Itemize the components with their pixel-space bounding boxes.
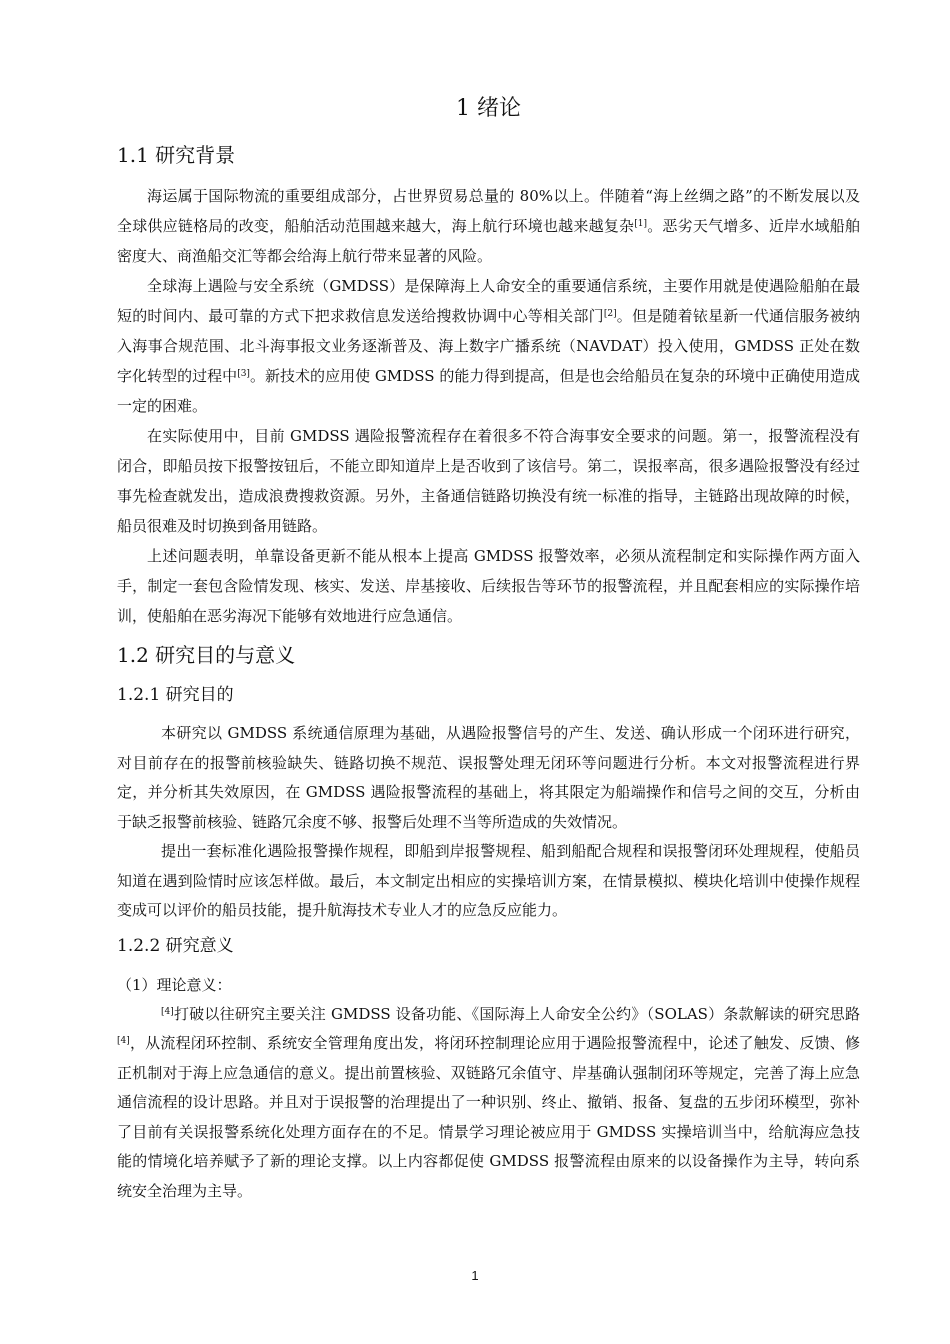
citation-ref: [4] (161, 1006, 174, 1017)
text-run: ，从流程闭环控制、系统安全管理角度出发，将闭环控制理论应用于遇险报警流程中，论述了触发、反馈、修正机制对于海上应急通信的意义。提出前置核验、双链路冗余值守、岸基确认强制闭环等规定，完善了海上应急通信流程的设计思路。并且对于误报警的治理提出了一种识别、终止、撤销、报备、复盘的五步闭环模型，弥补了目前有关误报警系统化处理方面存在的不足。情景学习理论被应用于 GMDSS 实操培训当中，给航海应急技能的情境化培养赋予了新的理论支撑。以上内容都促使 GMDSS 报警流程由原来的以设备操作为主导，转向系统安全治理为主导。 (117, 1034, 860, 1200)
paragraph-background-2 (117, 271, 860, 421)
chapter-title: 1 绪论 (456, 96, 521, 121)
text-run: 。新技术的应用使 GMDSS 的能力得到提高，但是也会给船员在复杂的环境中正确使用造成一定的困难。 (117, 367, 860, 415)
list-item-label: （1）理论意义： (117, 975, 232, 994)
citation-ref: [2] (603, 309, 617, 319)
text-run: 。恶劣天气增多、近岸水域船舶密度大、商渔船交汇等都会给海上航行带来显著的风险。 (117, 217, 860, 265)
text-run: 海运属于国际物流的重要组成部分，占世界贸易总量的 80%以上。伴随着“海上丝绸之路”的不断发展以及全球供应链格局的改变，船舶活动范围越来越大，海上航行环境也越来越复杂 (117, 187, 860, 235)
paragraph-significance-1 (117, 1000, 860, 1207)
text-run: 打破以往研究主要关注 GMDSS 设备功能、《国际海上人命安全公约》（SOLAS）条款解读的研究思路 (173, 1004, 860, 1023)
citation-ref: [3] (237, 369, 250, 379)
paragraph-background-4: 上述问题表明，单靠设备更新不能从根本上提高 GMDSS 报警效率，必须从流程制定和实际操作两方面入手，制定一套包含险情发现、核实、发送、岸基接收、后续报告等环节的报警流程，并且配套相应的实际操作培训，使船舶在恶劣海况下能够有效地进行应急通信。 (117, 547, 860, 625)
page-content (117, 92, 860, 1206)
text-run: 。但是随着铱星新一代通信服务被纳入海事合规范围、北斗海事报文业务逐渐普及、海上数字广播系统（NAVDAT）投入使用，GMDSS 正处在数字化转型的过程中 (117, 307, 860, 385)
paragraph-purpose-2: 提出一套标准化遇险报警操作规程，即船到岸报警规程、船到船配合规程和误报警闭环处理规程，使船员知道在遇到险情时应该怎样做。最后，本文制定出相应的实操培训方案，在情景模拟、模块化培训中使操作规程变成可以评价的船员技能，提升航海技术专业人才的应急反应能力。 (117, 842, 860, 919)
paragraph-background-3: 在实际使用中，目前 GMDSS 遇险报警流程存在着很多不符合海事安全要求的问题。第一，报警流程没有闭合，即船员按下报警按钮后，不能立即知道岸上是否收到了该信号。第二，误报率高，很多遇险报警没有经过事先检查就发出，造成浪费搜救资源。另外，主备通信链路切换没有统一标准的指导，主链路出现故障的时候，船员很难及时切换到备用链路。 (117, 427, 860, 535)
citation-ref: [4] (117, 1036, 130, 1046)
paragraph-background-1 (117, 181, 860, 271)
section-heading-1-2: 1.2 研究目的与意义 (117, 643, 296, 667)
subsection-heading-1-2-2: 1.2.2 研究意义 (117, 935, 234, 956)
page-number: 1 (471, 1268, 479, 1283)
text-run: 全球海上遇险与安全系统（GMDSS）是保障海上人命安全的重要通信系统，主要作用就是使遇险船舶在最短的时间内、最可靠的方式下把求救信息发送给搜救协调中心等相关部门 (117, 277, 860, 325)
paragraph-purpose-1: 本研究以 GMDSS 系统通信原理为基础，从遇险报警信号的产生、发送、确认形成一个闭环进行研究，对目前存在的报警前核验缺失、链路切换不规范、误报警处理无闭环等问题进行分析。本文对报警流程进行界定，并分析其失效原因，在 GMDSS 遇险报警流程的基础上，将其限定为船端操作和信号之间的交互，分析由于缺乏报警前核验、链路冗余度不够、报警后处理不当等所造成的失效情况。 (117, 724, 860, 831)
section-heading-1-1: 1.1 研究背景 (117, 143, 236, 167)
subsection-heading-1-2-1: 1.2.1 研究目的 (117, 685, 234, 705)
citation-ref: [1] (634, 219, 647, 229)
